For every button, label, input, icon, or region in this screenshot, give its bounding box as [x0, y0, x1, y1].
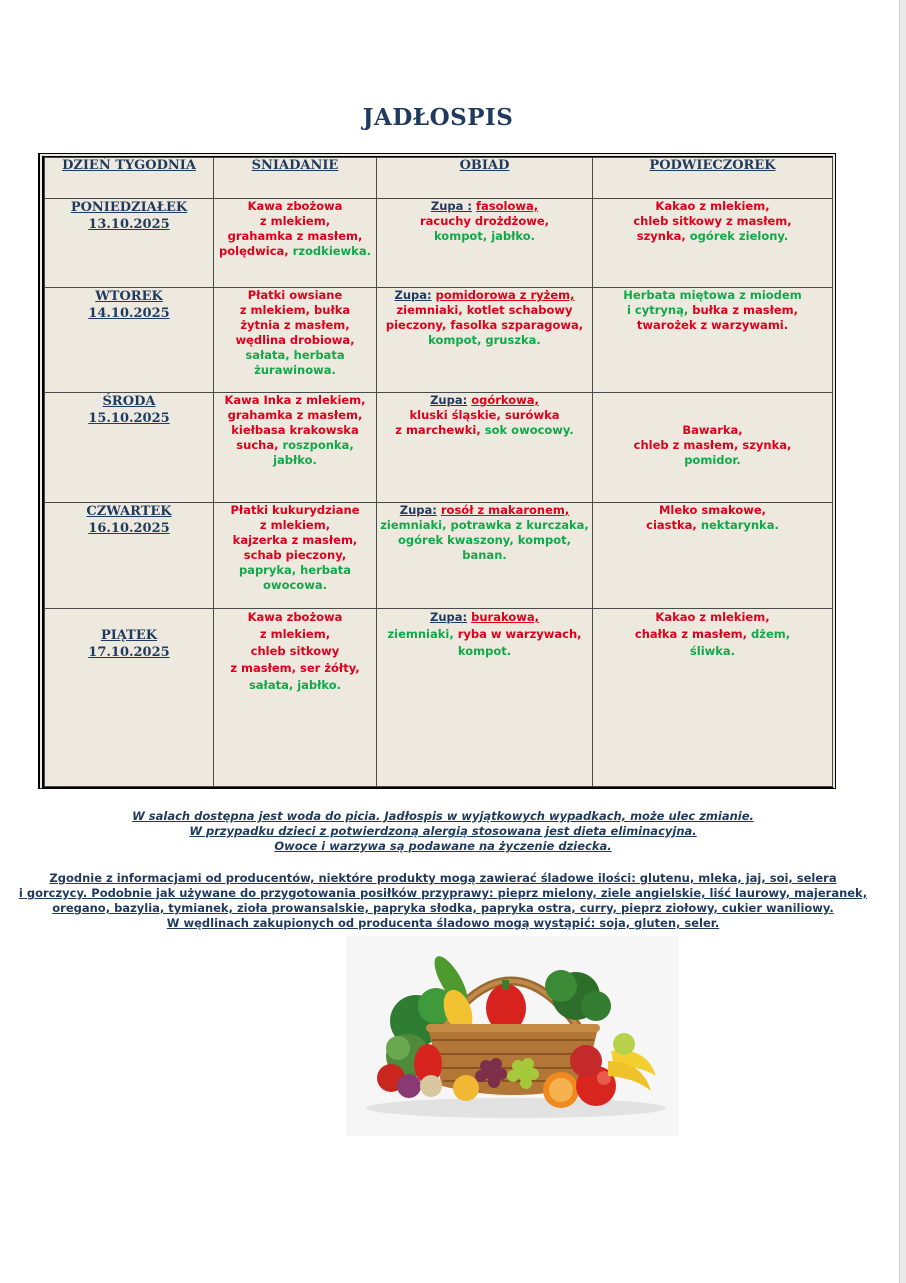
- lunch-cell: [377, 288, 593, 393]
- note-allergy: W przypadku dzieci z potwierdzoną alergią stosowana jest dieta eliminacyjna.: [189, 824, 697, 838]
- meal-line: ryba w warzywach,: [457, 627, 582, 641]
- meal-line: z mlekiem,: [259, 627, 331, 641]
- meal-line: chałka z masłem,: [634, 627, 748, 641]
- page-edge: [899, 0, 906, 1283]
- meal-line: i cytryną,: [626, 303, 689, 317]
- day-name: PIĄTEK: [100, 628, 158, 643]
- table-row-thursday: [45, 503, 833, 609]
- meal-line: racuchy drożdżowe,: [419, 214, 550, 228]
- snack-cell: [593, 609, 833, 787]
- meal-line: Kawa Inka z mlekiem,: [224, 393, 366, 407]
- breakfast-cell: [214, 199, 377, 288]
- meal-line: ziemniaki,: [387, 627, 454, 641]
- day-cell: [45, 288, 214, 393]
- meal-line: wędlina drobiowa,: [235, 333, 355, 347]
- meal-line: Kakao z mlekiem,: [655, 610, 770, 624]
- breakfast-cell: [214, 503, 377, 609]
- meal-line: Bawarka,: [682, 423, 743, 437]
- meal-line: kluski śląskie, surówka: [409, 408, 560, 422]
- meal-line: Mleko smakowe,: [658, 503, 767, 517]
- table-row-monday: [45, 199, 833, 288]
- header-day: DZIEŃ TYGODNIA: [45, 158, 214, 199]
- day-date: 14.10.2025: [88, 306, 170, 321]
- day-date: 15.10.2025: [88, 411, 170, 426]
- meal-line: bułka z masłem,: [692, 303, 799, 317]
- notes-block: [0, 809, 886, 854]
- day-name: PONIEDZIAŁEK: [70, 200, 188, 215]
- meal-line: ziemniaki, kotlet schabowy: [396, 303, 573, 317]
- header-row: [45, 158, 833, 199]
- allergen-block: [0, 871, 886, 931]
- day-cell: [45, 199, 214, 288]
- day-cell: [45, 609, 214, 787]
- day-date: 16.10.2025: [88, 521, 170, 536]
- breakfast-cell: [214, 393, 377, 503]
- meal-line: sałata, jabłko.: [248, 678, 342, 692]
- snack-cell: [593, 503, 833, 609]
- soup-name: ogórkowa,: [471, 393, 539, 407]
- breakfast-cell: [214, 609, 377, 787]
- meal-line: chleb sitkowy z masłem,: [633, 214, 792, 228]
- meal-line: schab pieczony,: [243, 548, 347, 562]
- header-breakfast: ŚNIADANIE: [214, 158, 377, 199]
- meal-line: twarożek z warzywami.: [636, 318, 789, 332]
- meal-line: kajzerka z masłem,: [232, 533, 358, 547]
- meal-line: z mlekiem,: [259, 214, 331, 228]
- meal-line: z mlekiem, bułka: [239, 303, 351, 317]
- meal-line: chleb sitkowy: [250, 644, 340, 658]
- lunch-cell: [377, 609, 593, 787]
- meal-line: Kawa zbożowa: [247, 199, 343, 213]
- lunch-cell: [377, 393, 593, 503]
- meal-line: grahamka z masłem,: [227, 408, 363, 422]
- meal-line: grahamka z masłem,: [227, 229, 363, 243]
- vegetable-basket-image: [346, 936, 679, 1136]
- note-fruit: Owoce i warzywa są podawane na życzenie dziecka.: [274, 839, 612, 853]
- soup-name: burakowa,: [471, 610, 539, 624]
- meal-line: chleb z masłem, szynka,: [633, 438, 792, 452]
- table-row-tuesday: [45, 288, 833, 393]
- meal-line: nektarynka.: [700, 518, 779, 532]
- table-row-friday: [45, 609, 833, 787]
- day-name: ŚRODA: [102, 394, 156, 409]
- meal-line: ciastka,: [646, 518, 697, 532]
- meal-line: Płatki owsiane: [247, 288, 343, 302]
- meal-line: żytnia z masłem,: [240, 318, 350, 332]
- menu-table: [44, 157, 833, 787]
- allergen-line-2: i gorczycy. Podobnie jak używane do przygotowania posiłków przyprawy: pieprz mielony, ziele angielskie, liść laurowy, majeranek,: [18, 886, 868, 900]
- meal-line: ogórek kwaszony, kompot,: [397, 533, 571, 547]
- header-snack: PODWIECZOREK: [593, 158, 833, 199]
- header-lunch: OBIAD: [377, 158, 593, 199]
- soup-name: fasolowa,: [476, 199, 539, 213]
- meal-line: ziemniaki, potrawka z kurczaka,: [380, 518, 589, 532]
- meal-line: Kawa zbożowa: [247, 610, 343, 624]
- meal-line: banan.: [462, 548, 507, 562]
- meal-line: Płatki kukurydziane: [230, 503, 360, 517]
- meal-line: Herbata miętowa z miodem: [623, 288, 802, 302]
- meal-line: papryka, herbata: [238, 563, 352, 577]
- day-cell: [45, 503, 214, 609]
- allergen-line-3: oregano, bazylia, tymianek, zioła prowansalskie, papryka słodka, papryka ostra, curry, pieprz ziołowy, cukier waniliowy.: [52, 901, 834, 915]
- meal-line: Kakao z mlekiem,: [655, 199, 770, 213]
- breakfast-cell: [214, 288, 377, 393]
- soup-name: pomidorowa z ryżem,: [435, 288, 575, 302]
- note-water: W salach dostępna jest woda do picia. Jadłospis w wyjątkowych wypadkach, może ulec zmianie.: [132, 809, 754, 823]
- meal-line: z masłem, ser żółty,: [230, 661, 360, 675]
- soup-label: Zupa:: [430, 393, 468, 407]
- meal-line: owocowa.: [263, 578, 327, 592]
- soup-label: Zupa:: [394, 288, 432, 302]
- meal-line: roszponka,: [282, 438, 354, 452]
- meal-line: kiełbasa krakowska: [231, 423, 359, 437]
- snack-cell: [593, 199, 833, 288]
- meal-line: ogórek zielony.: [689, 229, 789, 243]
- day-name: CZWARTEK: [86, 504, 172, 519]
- soup-label: Zupa :: [430, 199, 472, 213]
- meal-line: polędwica,: [219, 244, 289, 258]
- menu-table-frame: [38, 153, 836, 789]
- meal-line: dżem,: [751, 627, 791, 641]
- day-date: 17.10.2025: [88, 645, 170, 660]
- snack-cell: [593, 288, 833, 393]
- day-date: 13.10.2025: [88, 217, 170, 232]
- day-cell: [45, 393, 214, 503]
- meal-line: pieczony, fasolka szparagowa,: [385, 318, 584, 332]
- meal-line: pomidor.: [684, 453, 741, 467]
- meal-line: rzodkiewka.: [292, 244, 371, 258]
- soup-label: Zupa:: [399, 503, 437, 517]
- allergen-line-4: W wędlinach zakupionych od producenta śladowo mogą wystąpić: soja, gluten, seler.: [166, 916, 720, 930]
- meal-line: sucha,: [236, 438, 279, 452]
- meal-line: kompot, jabłko.: [433, 229, 536, 243]
- meal-line: sałata, herbata: [245, 348, 345, 362]
- snack-cell: [593, 393, 833, 503]
- meal-line: żurawinowa.: [254, 363, 336, 377]
- day-name: WTOREK: [95, 289, 163, 304]
- lunch-cell: [377, 503, 593, 609]
- meal-line: szynka,: [636, 229, 686, 243]
- soup-name: rosół z makaronem,: [440, 503, 570, 517]
- meal-line: kompot.: [457, 644, 512, 658]
- meal-line: sok owocowy.: [484, 423, 574, 437]
- lunch-cell: [377, 199, 593, 288]
- meal-line: kompot, gruszka.: [428, 333, 541, 347]
- page-title: JADŁOSPIS: [362, 104, 514, 131]
- meal-line: z mlekiem,: [259, 518, 331, 532]
- allergen-line-1: Zgodnie z informacjami od producentów, niektóre produkty mogą zawierać śladowe ilości: glutenu, mleka, jaj, soi, selera: [49, 871, 837, 885]
- meal-line: z marchewki,: [395, 423, 481, 437]
- meal-line: jabłko.: [273, 453, 317, 467]
- meal-line: śliwka.: [689, 644, 736, 658]
- table-row-wednesday: [45, 393, 833, 503]
- soup-label: Zupa:: [430, 610, 468, 624]
